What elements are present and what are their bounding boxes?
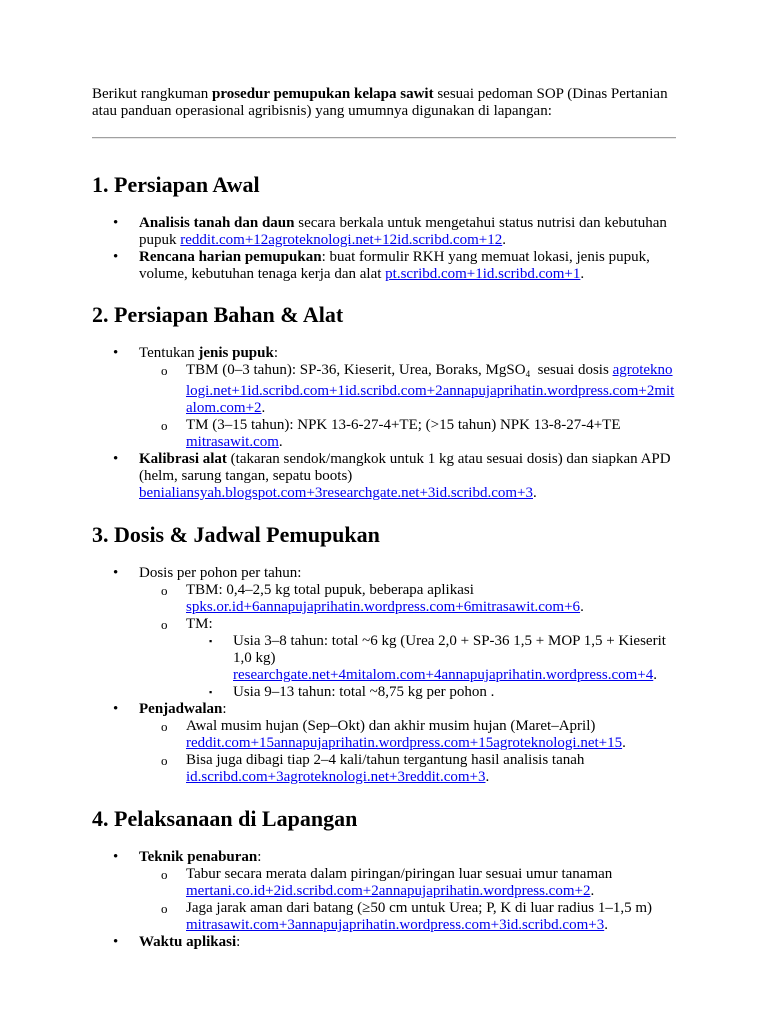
circle-bullet: o xyxy=(161,901,168,916)
item-end: . xyxy=(261,400,266,416)
item-bold: Waktu aplikasi xyxy=(139,934,237,950)
item-end: . xyxy=(485,769,490,785)
section-heading-2: 2. Persiapan Bahan & Alat xyxy=(92,302,344,327)
item-end: . xyxy=(533,485,537,501)
item-bold: jenis pupuk xyxy=(198,345,274,361)
sublist xyxy=(92,582,676,701)
circle-bullet: o xyxy=(161,617,168,632)
source-link[interactable]: agroteknologi.net+1id.scribd.com+1id.scribd.com+2annapujaprihatin.wordpress.com+2mitalom.com+2 xyxy=(186,362,675,416)
list-item xyxy=(92,345,676,451)
source-link[interactable]: reddit.com+12agroteknologi.net+12id.scribd.com+12 xyxy=(180,232,503,248)
disc-bullet: • xyxy=(113,249,119,265)
item-bold: Teknik penaburan xyxy=(139,849,258,865)
circle-bullet: o xyxy=(161,753,168,768)
source-link[interactable]: reddit.com+15annapujaprihatin.wordpress.com+15agroteknologi.net+15 xyxy=(186,735,623,751)
item-text: Dosis per pohon per tahun: xyxy=(139,565,302,581)
item-bold: Rencana harian pemupukan xyxy=(139,249,322,265)
item-text: TM: xyxy=(186,616,213,632)
source-link[interactable]: spks.or.id+6annapujaprihatin.wordpress.com+6mitrasawit.com+6 xyxy=(186,599,581,615)
item-bold: Penjadwalan xyxy=(139,701,223,717)
horizontal-rule xyxy=(92,137,676,139)
item-end: . xyxy=(622,735,626,751)
subscript: 4 xyxy=(525,369,531,379)
item-text: TBM: 0,4–2,5 kg total pupuk, beberapa aplikasi xyxy=(186,582,474,598)
source-link[interactable]: pt.scribd.com+1id.scribd.com+1 xyxy=(385,266,581,282)
square-bullet: ▪ xyxy=(209,636,213,646)
item-text: secara berkala untuk mengetahui status nutrisi dan kebutuhan pupuk xyxy=(139,215,667,248)
intro-paragraph xyxy=(92,86,676,120)
list-item xyxy=(92,215,676,249)
section-heading-4: 4. Pelaksanaan di Lapangan xyxy=(92,806,358,831)
list-item xyxy=(139,752,676,786)
item-text: TBM (0–3 tahun): SP-36, Kieserit, Urea, Boraks, MgSO xyxy=(186,362,526,378)
circle-bullet: o xyxy=(161,363,168,378)
item-end: . xyxy=(580,599,584,615)
item-end: . xyxy=(502,232,506,248)
list-item xyxy=(92,934,676,951)
list-section-4 xyxy=(92,849,676,951)
item-bold: Analisis tanah dan daun xyxy=(139,215,295,231)
sublist xyxy=(186,633,676,701)
list-item xyxy=(139,616,676,701)
item-text: Jaga jarak aman dari batang (≥50 cm untuk Urea; P, K di luar radius 1–1,5 m) xyxy=(186,900,653,916)
item-text: : buat formulir RKH yang memuat lokasi, jenis pupuk, volume, kebutuhan tenaga kerja dan alat xyxy=(139,249,650,282)
circle-bullet: o xyxy=(161,719,168,734)
item-end: : xyxy=(257,849,262,865)
item-end: . xyxy=(590,883,595,899)
disc-bullet: • xyxy=(113,849,119,865)
intro-bold: prosedur pemupukan kelapa sawit xyxy=(211,86,434,102)
disc-bullet: • xyxy=(113,934,119,950)
item-end: : xyxy=(273,345,278,361)
intro-text: Berikut rangkuman xyxy=(92,86,212,102)
disc-bullet: • xyxy=(113,451,119,467)
item-text: Awal musim hujan (Sep–Okt) dan akhir musim hujan (Maret–April) xyxy=(186,718,596,734)
list-item xyxy=(186,684,676,701)
item-text: Usia 9–13 tahun: total ~8,75 kg per pohon . xyxy=(233,684,495,700)
source-link[interactable]: benialiansyah.blogspot.com+3researchgate.net+3id.scribd.com+3 xyxy=(139,485,534,501)
item-end: . xyxy=(278,434,283,450)
list-section-3 xyxy=(92,565,676,786)
disc-bullet: • xyxy=(113,215,119,231)
square-bullet: ▪ xyxy=(209,687,213,697)
list-item xyxy=(92,249,676,283)
sublist xyxy=(92,718,676,786)
list-item xyxy=(92,701,676,786)
circle-bullet: o xyxy=(161,418,168,433)
list-item xyxy=(92,451,676,502)
sublist xyxy=(92,362,676,451)
item-bold: Kalibrasi alat xyxy=(139,451,227,467)
list-section-2 xyxy=(92,345,676,502)
source-link[interactable]: mertani.co.id+2id.scribd.com+2annapujaprihatin.wordpress.com+2 xyxy=(186,883,591,899)
item-end: : xyxy=(222,701,227,717)
item-text: Tentukan xyxy=(139,345,199,361)
item-end: . xyxy=(653,667,657,683)
item-text: Bisa juga dibagi tiap 2–4 kali/tahun tergantung hasil analisis tanah xyxy=(186,752,585,768)
list-item xyxy=(139,582,676,616)
item-text: TM (3–15 tahun): NPK 13-6-27-4+TE; (>15 tahun) NPK 13-8-27-4+TE xyxy=(186,417,621,433)
circle-bullet: o xyxy=(161,867,168,882)
list-item xyxy=(139,866,676,900)
list-item xyxy=(139,362,676,417)
list-item xyxy=(139,417,676,451)
list-item xyxy=(92,565,676,701)
source-link[interactable]: mitrasawit.com+3annapujaprihatin.wordpress.com+3id.scribd.com+3 xyxy=(186,917,605,933)
list-section-1 xyxy=(92,215,676,283)
circle-bullet: o xyxy=(161,583,168,598)
item-end: . xyxy=(580,266,585,282)
list-item xyxy=(186,633,676,684)
disc-bullet: • xyxy=(113,345,119,361)
item-end: : xyxy=(236,934,241,950)
list-item xyxy=(92,849,676,934)
item-text: sesuai dosis xyxy=(530,362,613,378)
source-link[interactable]: mitrasawit.com xyxy=(186,434,279,450)
item-text: (takaran sendok/mangkok untuk 1 kg atau sesuai dosis) dan siapkan APD (helm, sarung tangan, sepatu boots) xyxy=(139,451,671,484)
section-heading-1: 1. Persiapan Awal xyxy=(92,172,260,197)
list-item xyxy=(139,900,676,934)
item-end: . xyxy=(604,917,608,933)
section-heading-3: 3. Dosis & Jadwal Pemupukan xyxy=(92,522,380,547)
source-link[interactable]: researchgate.net+4mitalom.com+4annapujaprihatin.wordpress.com+4 xyxy=(233,667,654,683)
disc-bullet: • xyxy=(113,565,119,581)
item-text: Tabur secara merata dalam piringan/piringan luar sesuai umur tanaman xyxy=(186,866,613,882)
source-link[interactable]: id.scribd.com+3agroteknologi.net+3reddit.com+3 xyxy=(186,769,486,785)
intro-text-end: sesuai pedoman SOP (Dinas Pertanian atau panduan operasional agribisnis) yang umumnya digunakan di lapangan: xyxy=(92,86,668,119)
disc-bullet: • xyxy=(113,701,119,717)
sublist xyxy=(92,866,676,934)
item-text: Usia 3–8 tahun: total ~6 kg (Urea 2,0 + SP-36 1,5 + MOP 1,5 + Kieserit 1,0 kg) xyxy=(233,633,666,666)
list-item xyxy=(139,718,676,752)
